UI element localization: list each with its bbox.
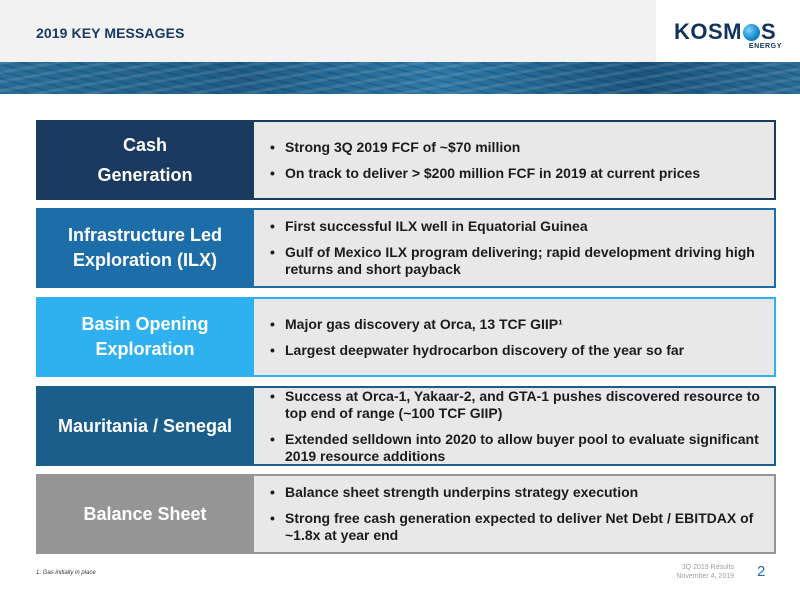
- bullet-dot-icon: •: [270, 430, 275, 447]
- row-category-label: [36, 386, 254, 466]
- slide-title: 2019 KEY MESSAGES: [36, 25, 185, 41]
- header-bar: [0, 0, 800, 62]
- bullet-dot-icon: •: [270, 244, 275, 260]
- bullet-dot-icon: •: [270, 218, 275, 234]
- row-label-line: Balance Sheet: [83, 503, 207, 524]
- row-label-line: Exploration (ILX): [73, 250, 217, 270]
- footer-info: [676, 563, 734, 581]
- message-row: [36, 208, 776, 288]
- company-logo: [656, 0, 800, 62]
- row-bullets: [254, 297, 776, 377]
- bullet-item: [270, 316, 760, 333]
- row-label-line: Cash: [122, 135, 167, 155]
- row-category-label: [36, 208, 254, 288]
- row-bullets: [254, 120, 776, 200]
- bullet-item: [270, 139, 760, 156]
- bullet-dot-icon: •: [270, 315, 275, 332]
- bullet-text: Strong free cash generation expected to deliver Net Debt / EBITDAX of ~1.8x at year end: [285, 510, 754, 543]
- bullet-dot-icon: •: [270, 387, 275, 404]
- bullet-item: [270, 165, 760, 182]
- row-label-line: Infrastructure Led: [67, 225, 223, 245]
- message-row: [36, 297, 776, 377]
- bullet-dot-icon: •: [270, 510, 275, 526]
- footer-report-name: 3Q 2019 Results: [681, 564, 734, 571]
- logo-wordmark: [674, 19, 776, 45]
- globe-icon: [743, 24, 760, 41]
- row-bullets: [254, 474, 776, 554]
- row-category-label: [36, 120, 254, 200]
- bullet-item: [270, 510, 760, 544]
- message-row: [36, 120, 776, 200]
- logo-text-right: S: [761, 19, 777, 44]
- bullet-text: On track to deliver > $200 million FCF in 2019 at current prices: [285, 164, 701, 181]
- bullet-text: Balance sheet strength underpins strategy execution: [285, 484, 639, 500]
- row-bullets: [254, 386, 776, 466]
- logo-text-left: KOSM: [674, 19, 742, 44]
- row-label-line: Basin Opening: [81, 314, 209, 334]
- row-label-line: Exploration: [95, 339, 195, 359]
- bullet-text: Success at Orca-1, Yakaar-2, and GTA-1 pushes discovered resource to top end of range (~100 TCF GIIP): [285, 387, 760, 421]
- bullet-item: [270, 484, 760, 501]
- bullet-item: [270, 244, 760, 278]
- logo-subtitle: ENERGY: [748, 43, 782, 50]
- bullet-dot-icon: •: [270, 484, 275, 500]
- bullet-item: [270, 388, 760, 422]
- bullet-text: Largest deepwater hydrocarbon discovery of the year so far: [285, 341, 685, 358]
- footnote: 1. Gas initially in place: [36, 570, 96, 576]
- ocean-banner-image: [0, 62, 800, 94]
- row-label-line: Mauritania / Senegal: [57, 415, 233, 436]
- message-row: [36, 474, 776, 554]
- bullet-text: First successful ILX well in Equatorial Guinea: [285, 218, 588, 234]
- bullet-dot-icon: •: [270, 138, 275, 155]
- row-category-label: [36, 474, 254, 554]
- bullet-text: Major gas discovery at Orca, 13 TCF GIIP¹: [285, 315, 563, 332]
- bullet-item: [270, 342, 760, 359]
- bullet-text: Strong 3Q 2019 FCF of ~$70 million: [285, 138, 521, 155]
- bullet-text: Gulf of Mexico ILX program delivering; rapid development driving high returns and short payback: [285, 244, 755, 277]
- bullet-item: [270, 431, 760, 465]
- row-category-label: [36, 297, 254, 377]
- bullet-dot-icon: •: [270, 341, 275, 358]
- row-label-line: Generation: [97, 165, 193, 185]
- row-bullets: [254, 208, 776, 288]
- bullet-dot-icon: •: [270, 164, 275, 181]
- bullet-item: [270, 218, 760, 235]
- footer-date: November 4, 2019: [676, 573, 734, 580]
- message-row: [36, 386, 776, 466]
- page-number: 2: [757, 563, 766, 580]
- bullet-text: Extended selldown into 2020 to allow buyer pool to evaluate significant 2019 resource additions: [285, 430, 759, 464]
